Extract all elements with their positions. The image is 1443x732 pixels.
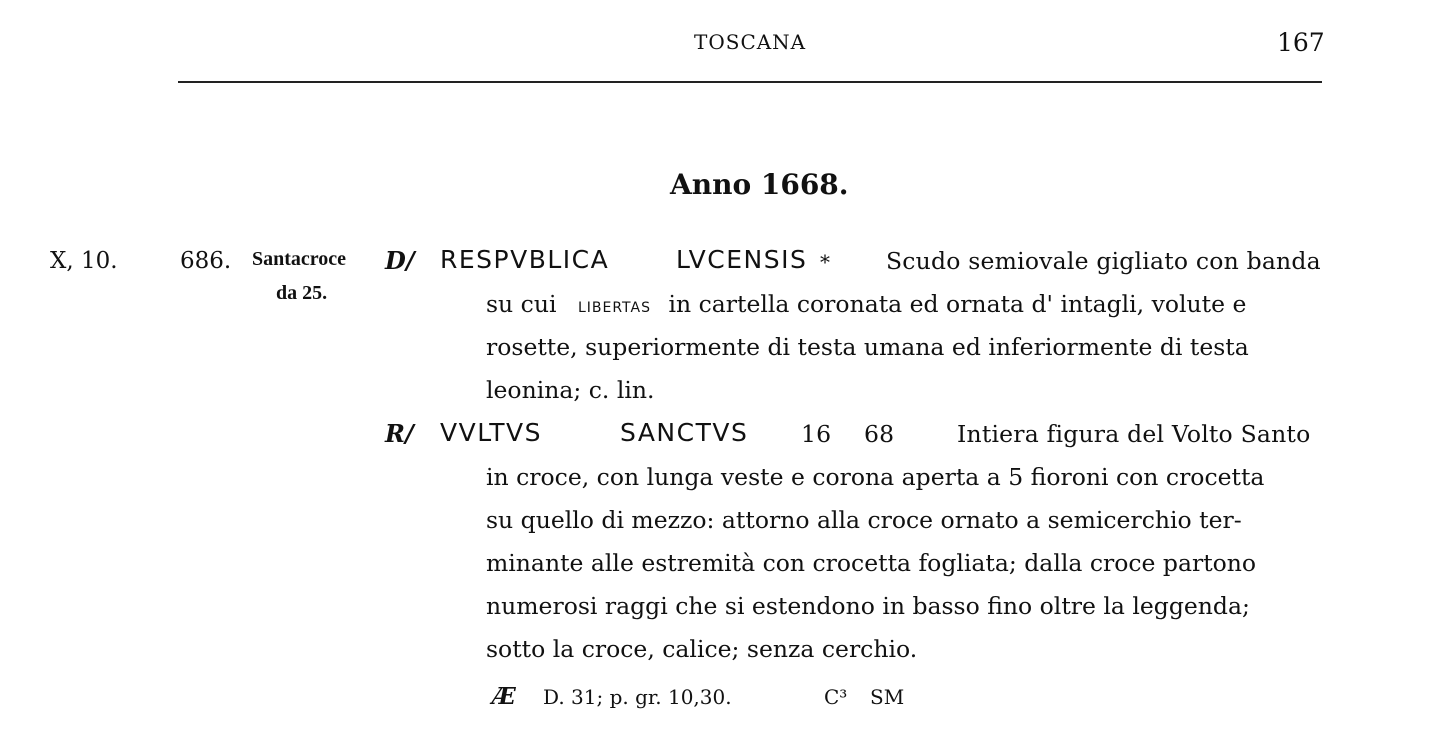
entry-number: 686. xyxy=(180,248,232,274)
reverse-year-2: 68 xyxy=(864,420,895,448)
page-number: 167 xyxy=(1277,28,1325,57)
reverse-description-line-4: minante alle estremità con crocetta fogliata; dalla croce partono xyxy=(486,549,1257,577)
obverse-legend-1: RESPVBLICA xyxy=(440,245,610,274)
header-rule xyxy=(178,81,1322,83)
obverse-line2-post: in cartella coronata ed ornata d' intagli, volute e xyxy=(668,290,1247,318)
reverse-description-line-3: su quello di mezzo: attorno alla croce ornato a semicerchio ter- xyxy=(486,506,1242,534)
reverse-legend-1: VVLTVS xyxy=(440,418,542,447)
section-heading: Anno 1668. xyxy=(670,168,849,201)
reverse-description-line-5: numerosi raggi che si estendono in basso fino oltre la leggenda; xyxy=(486,592,1250,620)
coin-denomination: Santacroce xyxy=(252,248,347,270)
obverse-description-line-2 xyxy=(486,290,1246,318)
reverse-legend-2: SANCTVS xyxy=(620,418,749,447)
rarity-grade: C³ xyxy=(824,685,848,709)
obverse-mark: D/ xyxy=(385,246,415,275)
coin-value: da 25. xyxy=(276,282,328,304)
libertas-inscription: LIBERTAS xyxy=(577,300,651,316)
running-header-title: TOSCANA xyxy=(694,30,807,54)
catalog-reference: X, 10. xyxy=(50,248,118,274)
reverse-year-1: 16 xyxy=(801,420,832,448)
reverse-description-line-2: in croce, con lunga veste e corona aperta a 5 fioroni con crocetta xyxy=(486,463,1265,491)
obverse-line2-pre: su cui xyxy=(486,290,557,318)
obverse-legend-2: LVCENSIS xyxy=(676,245,808,274)
obverse-description-line-4: leonina; c. lin. xyxy=(486,376,655,404)
measurements: D. 31; p. gr. 10,30. xyxy=(543,685,732,709)
obverse-legend-symbol: ⁎ xyxy=(820,244,830,268)
metal-symbol: Æ xyxy=(492,683,516,710)
collection-code: SM xyxy=(870,685,905,709)
reverse-description-line-6: sotto la croce, calice; senza cerchio. xyxy=(486,635,918,663)
reverse-description-line-1: Intiera figura del Volto Santo xyxy=(957,420,1311,448)
reverse-mark: R/ xyxy=(385,419,414,448)
obverse-description-line-1: Scudo semiovale gigliato con banda xyxy=(886,247,1321,275)
obverse-description-line-3: rosette, superiormente di testa umana ed inferiormente di testa xyxy=(486,333,1249,361)
